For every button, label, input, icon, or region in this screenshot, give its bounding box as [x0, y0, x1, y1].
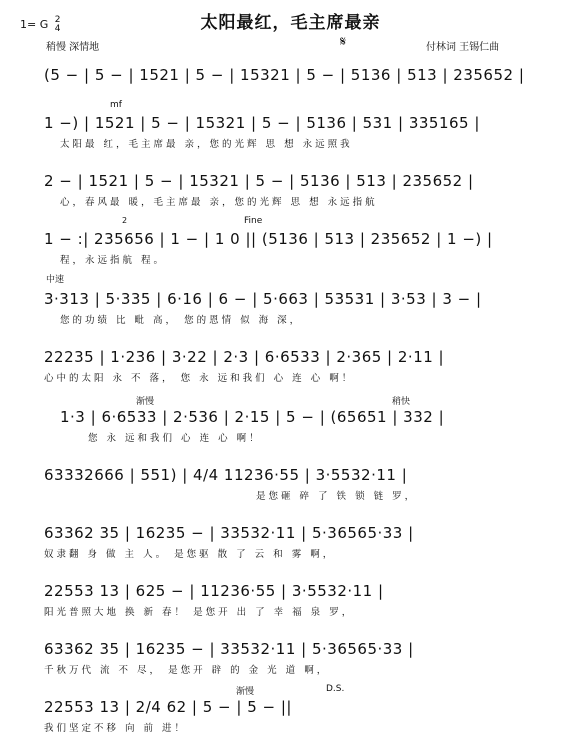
score-line-12: 22553 13 | 2/4 62 | 5 − | 5 − || [44, 698, 292, 716]
score-line-1: (5 − | 5 − | 1521 | 5 − | 15321 | 5 − | 5136 | 513 | 235652 | [44, 66, 525, 84]
volta-number: 2 [122, 216, 128, 225]
score-line-3: 2 − | 1521 | 5 − | 15321 | 5 − | 5136 | 513 | 235652 | [44, 172, 474, 190]
tempo-shaokuai: 稍快 [392, 397, 411, 407]
tempo-marking: 稍慢 深情地 [46, 42, 100, 53]
lyric-line-9: 奴隶翻 身 做 主 人。 是您驱 散 了 云 和 雾 啊， [44, 549, 336, 560]
score-line-11: 63362 35 | 16235 − | 33532·11 | 5·36565·33 | [44, 640, 414, 658]
segno-icon: 𝄋 [340, 34, 347, 50]
time-signature: 2 4 [54, 15, 61, 34]
lyric-line-8: 是您砸 碎 了 铁 锁 链 罗， [256, 491, 418, 502]
lyric-line-11: 千秋万代 流 不 尽， 是您开 辟 的 金 光 道 啊， [44, 665, 330, 676]
fine-mark: Fine [244, 216, 263, 226]
score-line-4: 1 − :| 235656 | 1 − | 1 0 || (5136 | 513 | 235652 | 1 −) | [44, 230, 493, 248]
score-line-8: 63332666 | 551) | 4/4 11236·55 | 3·5532·11 | [44, 466, 408, 484]
score-line-7: 1·3 | 6·6533 | 2·536 | 2·15 | 5 − | (65651 | 332 | [60, 408, 445, 426]
tempo-zhongsu: 中速 [46, 275, 65, 285]
tempo-jianman: 渐慢 [136, 397, 155, 407]
lyric-line-3: 心，春风最 暖，毛主席最 亲，您的光辉 思 想 永远指航 [60, 197, 378, 208]
score-line-2: 1 −) | 1521 | 5 − | 15321 | 5 − | 5136 | 531 | 335165 | [44, 114, 480, 132]
tempo-jianman-end: 渐慢 [236, 687, 255, 697]
key-signature: 1= G 2 4 [20, 15, 61, 34]
lyric-line-4: 程，永远指航 程。 [60, 255, 167, 266]
lyric-line-2: 太阳最 红，毛主席最 亲，您的光辉 思 想 永远照我 [60, 139, 353, 150]
lyric-line-10: 阳光普照大地 换 新 春！ 是您开 出 了 幸 福 泉 罗， [44, 607, 355, 618]
score-line-6: 22235 | 1·236 | 3·22 | 2·3 | 6·6533 | 2·365 | 2·11 | [44, 348, 445, 366]
lyric-line-5: 您的功绩 比 毗 高， 您的恩情 似 海 深， [60, 315, 303, 326]
lyric-line-7: 您 永 远和我们 心 连 心 啊！ [88, 433, 262, 444]
score-line-5: 3·313 | 5·335 | 6·16 | 6 − | 5·663 | 53531 | 3·53 | 3 − | [44, 290, 482, 308]
score-line-10: 22553 13 | 625 − | 11236·55 | 3·5532·11 | [44, 582, 384, 600]
dynamic-mark: mf [110, 100, 122, 110]
credits: 付林词 王锡仁曲 [426, 42, 500, 53]
lyric-line-12: 我们坚定不移 向 前 进！ [44, 723, 188, 734]
score-line-9: 63362 35 | 16235 − | 33532·11 | 5·36565·33 | [44, 524, 414, 542]
lyric-line-6: 心中的太阳 永 不 落， 您 永 远和我们 心 连 心 啊！ [44, 373, 355, 384]
ds-mark: D.S. [326, 684, 345, 694]
song-title: 太阳最红，毛主席最亲 [200, 13, 381, 33]
